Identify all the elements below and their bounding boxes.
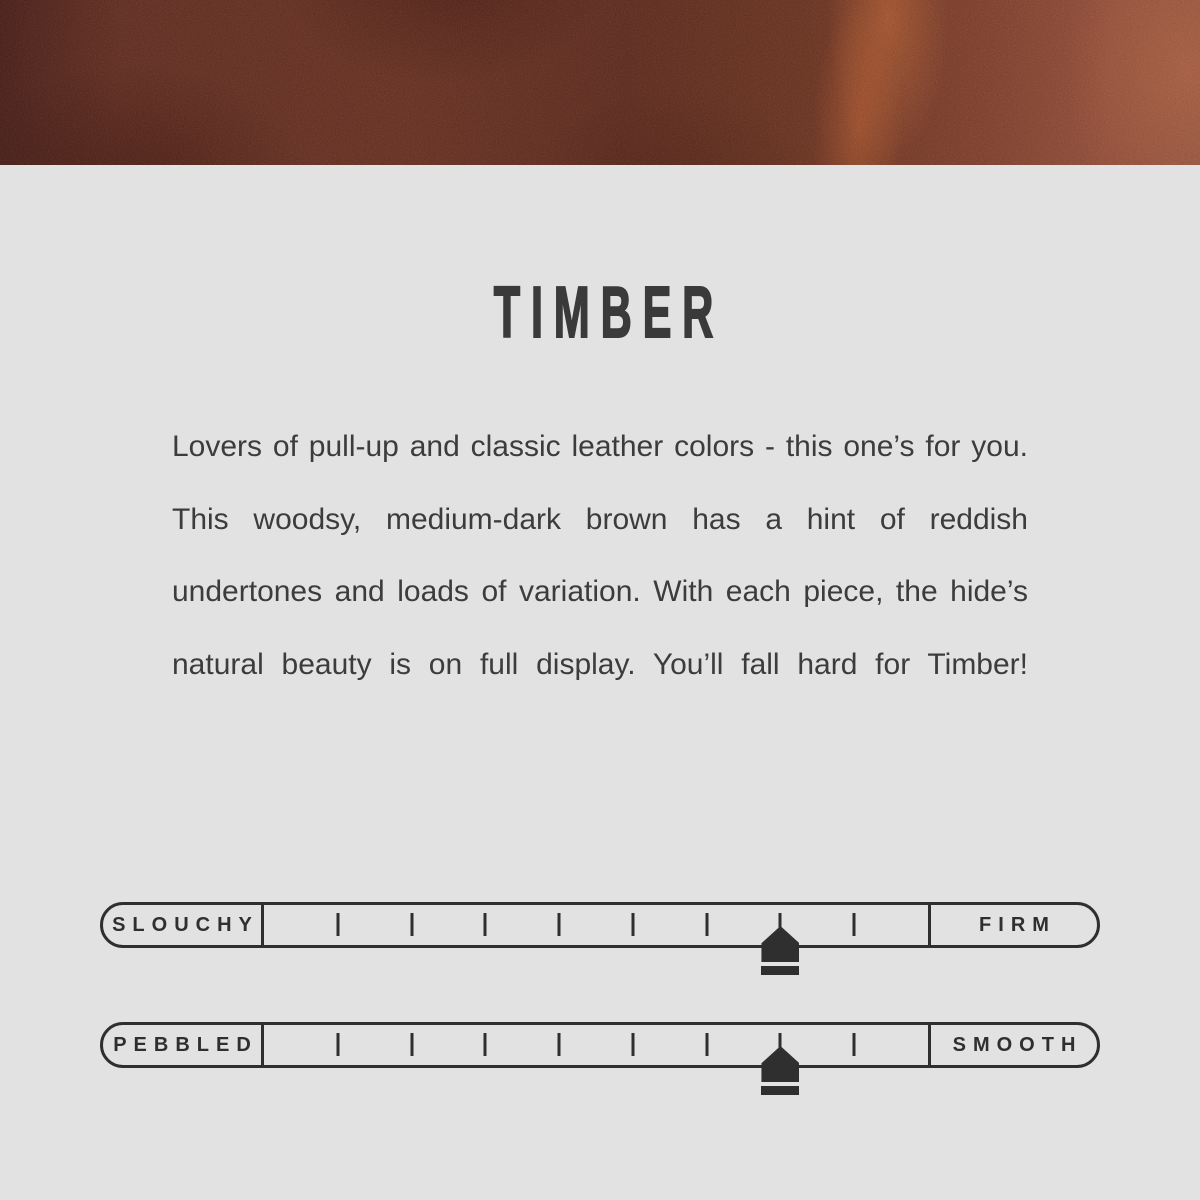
marker-bar [761,966,799,975]
page-title [0,273,1200,353]
scale-tick [705,1033,708,1056]
scale-tick [705,913,708,936]
scale-tick [558,1033,561,1056]
scale-tick [484,913,487,936]
scale-left-label: PEBBLED [113,1033,258,1056]
scale-tick [336,913,339,936]
scale-pebbled-smooth [100,1022,1100,1068]
marker-nib [761,1046,799,1082]
scale-tick [631,1033,634,1056]
description-line: This woodsy, medium-dark brown has a hint of reddish [172,502,1028,536]
scale-left-label: SLOUCHY [112,913,259,936]
scale-track [261,1025,931,1065]
scale-tick [631,913,634,936]
marker-bar [761,1086,799,1095]
description-line: natural beauty is on full display. You’ll fall hard for Timber! [172,647,1028,681]
scale-right-label: FIRM [979,913,1056,936]
scale-tick [558,913,561,936]
description-line: Lovers of pull-up and classic leather colors - this one’s for you. [172,430,1028,463]
scale-tick [853,913,856,936]
scale-track [261,905,931,945]
scale-right-label: SMOOTH [952,1033,1083,1056]
leather-grain-texture [0,0,1200,165]
scale-slouchy-firm [100,902,1100,948]
scale-marker-nib-icon [761,926,799,975]
scale-tick [484,1033,487,1056]
leather-swatch-photo [0,0,1200,165]
scale-tick [853,1033,856,1056]
color-description [172,411,1028,701]
page-title-text: TIMBER [493,273,725,353]
scale-tick [336,1033,339,1056]
description-line: undertones and loads of variation. With each piece, the hide’s [172,575,1028,608]
scale-marker-nib-icon [761,1046,799,1095]
scale-tick [410,1033,413,1056]
marker-nib [761,926,799,962]
scale-tick [410,913,413,936]
attribute-scales [0,902,1200,1068]
